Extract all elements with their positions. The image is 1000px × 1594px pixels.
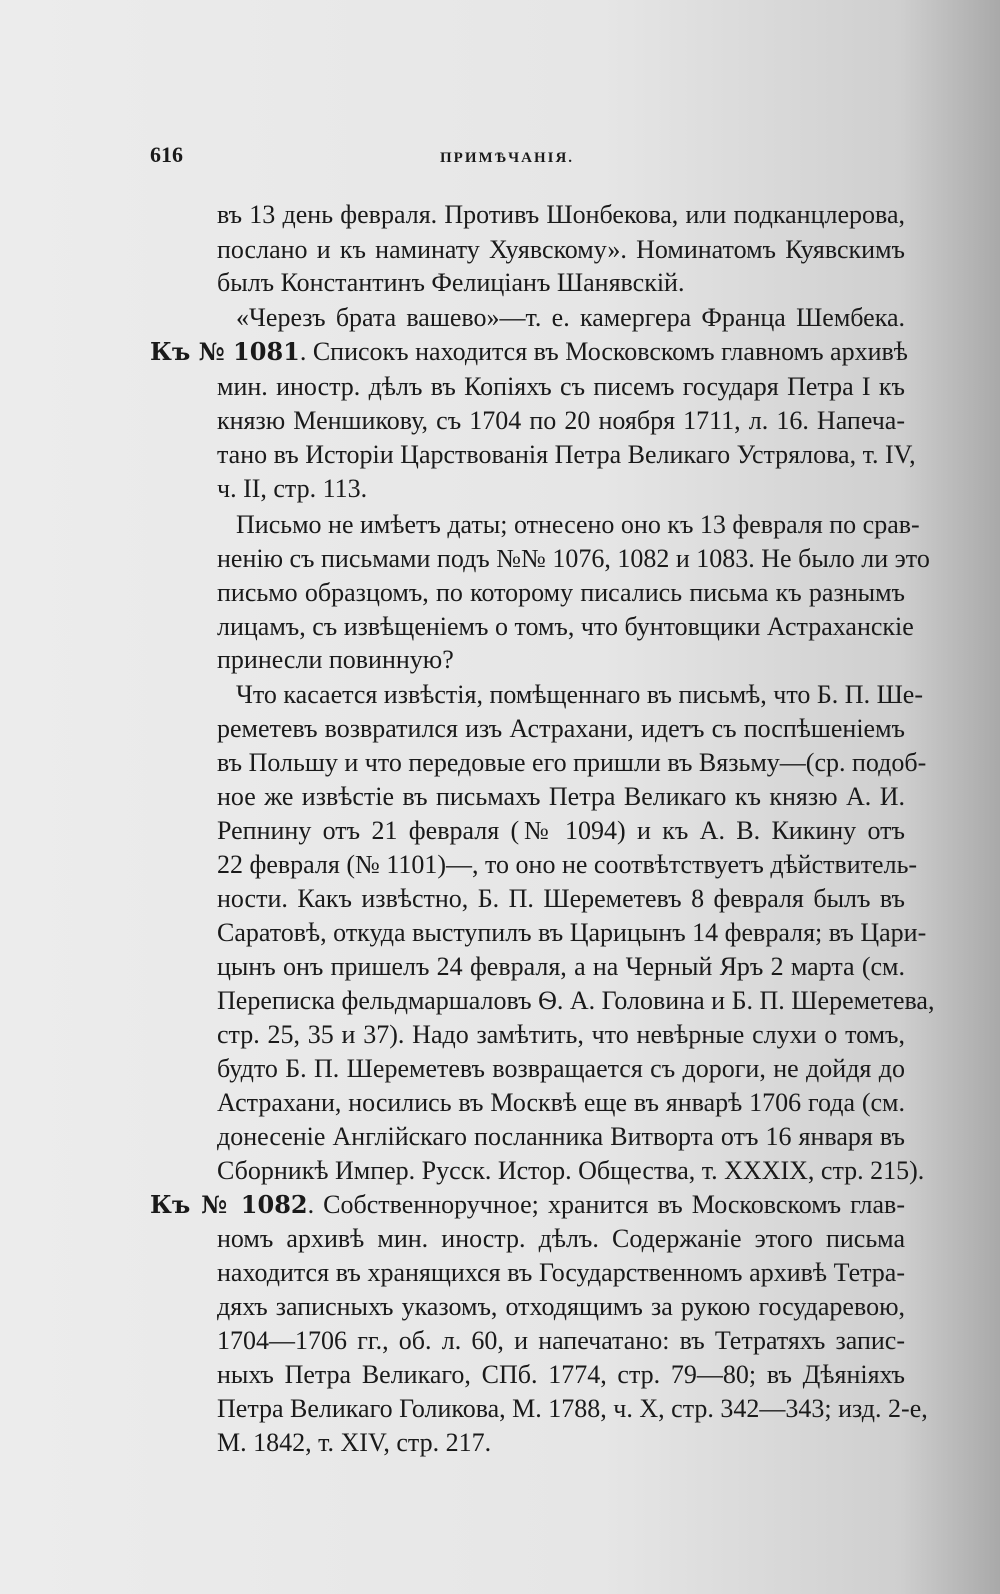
text-line: 1704—1706 гг., об. л. 60, и напечатано: въ Тетратяхъ запис- (217, 1326, 905, 1355)
text-line: 22 февраля (№ 1101)—, то оно не соотвѣтствуетъ дѣйствитель- (217, 850, 918, 879)
text-line: лицамъ, съ извѣщеніемъ о томъ, что бунтовщики Астраханскіе (217, 612, 914, 641)
note-heading-line (150, 337, 908, 367)
text-line: Петра Великаго Голикова, М. 1788, ч. X, стр. 342—343; изд. 2-е, (217, 1394, 928, 1423)
text-line: въ 13 день февраля. Противъ Шонбекова, или подканцлерова, (217, 200, 905, 229)
text-line: дяхъ записныхъ указомъ, отходящимъ за рукою государевою, (217, 1292, 905, 1321)
text-line: Саратовѣ, откуда выступилъ въ Царицынъ 14 февраля; въ Цари- (217, 918, 927, 947)
note-heading-line (150, 1190, 905, 1220)
text-line: тано въ Исторіи Царствованія Петра Великаго Устрялова, т. IV, (217, 440, 916, 469)
text-line: Переписка фельдмаршаловъ Ѳ. А. Головина и Б. П. Шереметева, (217, 986, 935, 1015)
text-line: ненію съ письмами подъ №№ 1076, 1082 и 1083. Не было ли это (217, 544, 930, 573)
text-line: мин. иностр. дѣлъ въ Копіяхъ съ писемъ государя Петра I къ (217, 372, 905, 401)
paragraph-first-line: Что касается извѣстія, помѣщеннаго въ письмѣ, что Б. П. Ше- (236, 680, 924, 709)
text-line: письмо образцомъ, по которому писались письма къ разнымъ (217, 578, 905, 607)
text-line: ности. Какъ извѣстно, Б. П. Шереметевъ 8 февраля былъ въ (217, 884, 905, 913)
note-number-label: Къ № 1082 (150, 1190, 308, 1219)
paragraph-first-line: «Черезъ брата вашево»—т. е. камергера Франца Шембека. (236, 303, 905, 332)
text-line: Астрахани, носились въ Москвѣ еще въ январѣ 1706 года (см. (217, 1088, 905, 1117)
text-line: донесеніе Англійскаго посланника Витворта отъ 16 января въ (217, 1122, 905, 1151)
note-heading-text: . Списокъ находится въ Московскомъ главномъ архивѣ (299, 337, 908, 366)
text-line: М. 1842, т. XIV, стр. 217. (217, 1428, 492, 1457)
text-line: цынъ онъ пришелъ 24 февраля, а на Черный Яръ 2 марта (см. (217, 952, 905, 981)
text-line: ное же извѣстіе въ письмахъ Петра Великаго къ князю А. И. (217, 782, 905, 811)
text-line: реметевъ возвратился изъ Астрахани, идетъ съ поспѣшеніемъ (217, 714, 905, 743)
text-line: ныхъ Петра Великаго, СПб. 1774, стр. 79—80; въ Дѣяніяхъ (217, 1360, 905, 1389)
text-line: номъ архивѣ мин. иностр. дѣлъ. Содержаніе этого письма (217, 1224, 905, 1253)
text-line: Сборникѣ Импер. Русск. Истор. Общества, т. XXXIX, стр. 215). (217, 1156, 925, 1185)
text-line: послано и къ наминату Хуявскому». Номинатомъ Куявскимъ (217, 235, 905, 264)
text-line: ч. II, стр. 113. (217, 474, 368, 503)
text-line: стр. 25, 35 и 37). Надо замѣтить, что невѣрные слухи о томъ, (217, 1020, 905, 1049)
text-line: князю Меншикову, съ 1704 по 20 ноября 1711, л. 16. Напеча- (217, 406, 905, 435)
note-heading-text: . Собственноручное; хранится въ Московскомъ глав- (307, 1190, 905, 1219)
page-number: 616 (150, 142, 183, 167)
text-line: былъ Константинъ Фелиціанъ Шанявскій. (217, 268, 685, 297)
text-line: находится въ хранящихся въ Государственномъ архивѣ Тетра- (217, 1258, 905, 1287)
text-line: принесли повинную? (217, 645, 454, 674)
text-line: будто Б. П. Шереметевъ возвращается съ дороги, не дойдя до (217, 1054, 905, 1083)
text-line: Репнину отъ 21 февраля (№ 1094) и къ А. В. Кикину отъ (217, 816, 905, 845)
paragraph-first-line: Письмо не имѣетъ даты; отнесено оно къ 13 февраля по срав- (236, 510, 920, 539)
note-number-label: Къ № 1081 (150, 337, 300, 366)
running-head: ПРИМѢЧАНІЯ. (440, 150, 575, 166)
text-line: въ Польшу и что передовые его пришли въ Вязьму—(ср. подоб- (217, 748, 927, 777)
